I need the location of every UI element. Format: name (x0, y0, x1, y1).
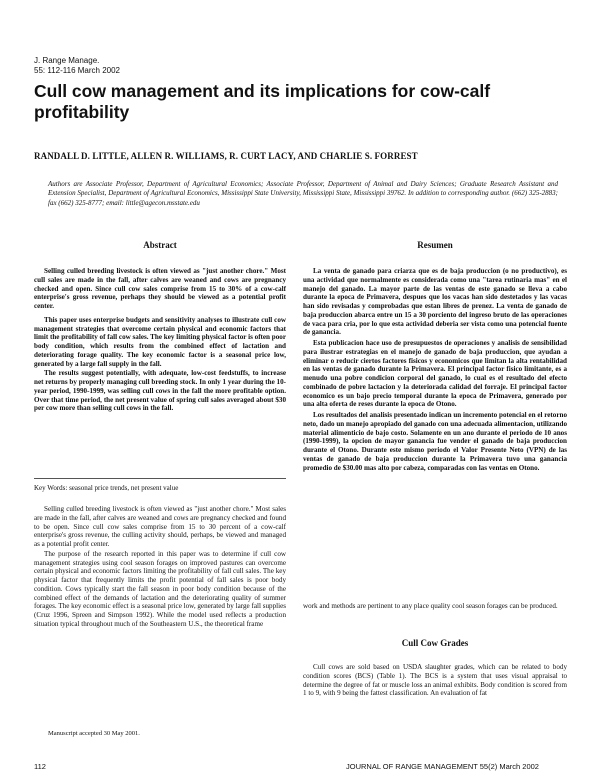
abstract-paragraph: This paper uses enterprise budgets and sensitivity analyses to illustrate cull cow management strategies that overcome certain physical and economic factors that limit the profitability of fall cow sales. The key limiting physical factor is often poor body condition, which results from the combined effect of lactation and deteriorating forage quality. The key economic factor is a seasonal price low, generated by a large fall supply in the fall. (34, 315, 286, 368)
abstract-heading: Abstract (143, 240, 177, 250)
intro-continuation (303, 602, 567, 611)
paper-title: Cull cow management and its implications for cow-calf profitability (34, 81, 491, 122)
resumen-paragraph: Esta publicacion hace uso de presupuestos de operaciones y analisis de sensibilidad para ilustrar estrategias en el manejo de ganado de baja produccion, que ayudan a eliminar o reducir ciertos factores fisicos y economicos que limitan la alta rentabilidad en las ventas de ganado durante la Primavera. El principal factor fisico limitante, es a menudo una pobre condicion corporal del ganado, lo cual es el resultado del efecto combinado de pobre lactacion y la deteriorada calidad del forraje. El principal factor economico es un bajo precio temporal durante la epoca de Primavera, generado por una alta oferta de reses durante la epoca de Otono. (303, 339, 567, 409)
keywords: Key Words: seasonal price trends, net present value (34, 484, 179, 492)
abstract-body (34, 267, 286, 413)
journal-volume: 55: 112-116 March 2002 (34, 66, 120, 75)
abstract-paragraph: The results suggest potentially, with adequate, low-cost feedstuffs, to increase net returns by properly managing cull breeding stock. In only 1 year during the 10-year period, 1990-1999, was selling cull cows in the fall the more profitable option. Over that time period, the net present value of spring cull sales averaged about $30 per cow more than selling cull cows in the fall. (34, 369, 286, 413)
footer-journal: JOURNAL OF RANGE MANAGEMENT 55(2) March 2002 (346, 762, 539, 771)
resumen-paragraph: Los resultados del analisis presentado indican un incremento potencial en el retorno neto, dado un manejo apropiado del ganado con una adecuada alimentacion, utilizando material alimenticio de bajo costo. Solamente en un ano durante el periodo de 10 anos (1990-1999), la opcion de mayor ganancia fue vender el ganado de baja produccion durante el Otono. Durante este mismo periodo el Valor Presente Neto (VPN) de las ventas de ganado de baja produccion durante la Primavera tuvo una ganancia promedio de $30.00 mas alto por cabeza, comparadas con las ventas en Otono. (303, 411, 567, 472)
intro-paragraph: Selling culled breeding livestock is often viewed as "just another chore." Most sales are made in the fall, after calves are weaned and cows are pregnancy checked and found to be open. Since cull cow sales comprise from 15 to 30 percent of a cow-calf enterprise's gross revenue, the culling activity should, perhaps, be viewed and managed as a potential profit center. (34, 505, 286, 548)
resumen-heading: Resumen (417, 240, 453, 250)
journal-name: J. Range Manage. (34, 56, 100, 65)
author-list: RANDALL D. LITTLE, ALLEN R. WILLIAMS, R. CURT LACY, AND CHARLIE S. FORREST (34, 151, 418, 161)
intro-body (34, 505, 286, 629)
cull-grades-paragraph: Cull cows are sold based on USDA slaughter grades, which can be related to body condition scores (BCS) (Table 1). The BCS is a system that uses visual appraisal to determine the degree of fat or muscle loss an animal exhibits. Body condition is scored from 1 to 9, with 9 being the fattest classification. An evaluation of fat (303, 663, 567, 698)
manuscript-received-note: Manuscript accepted 30 May 2001. (48, 730, 140, 737)
cull-cow-grades-body (303, 663, 567, 698)
abstract-paragraph: Selling culled breeding livestock is often viewed as "just another chore." Most cull sales are made in the fall, after calves are weaned and cows are pregnancy checked and open. Since cull cow sales comprise from 15 to 30% of a cow-calf enterprise's gross revenue, perhaps they should be viewed as a potential profit center. (34, 267, 286, 310)
intro-paragraph: The purpose of the research reported in this paper was to determine if cull cow management strategies using cool season forages on improved pastures can overcome certain physical and economic factors limiting the profitability of fall cull sales. The key physical factor that frequently limits the profit potential of fall sales is poor body condition. Cows typically start the fall season in poor body condition because of the combined effect of the demands of lactation and the deteriorating quality of summer forages. The key economic effect is a seasonal price low, generated by large fall supplies (Cruz 1996, Spreen and Simpson 1992). While the model used reflects a production situation typical throughout much of the Southeastern U.S., the theoretical frame (34, 549, 286, 628)
cull-cow-grades-heading: Cull Cow Grades (401, 638, 469, 648)
resumen-paragraph: La venta de ganado para criarza que es de baja produccion (o no productivo), es una actividad que normalmente es considerada como una "tarea rutinaria mas" en el manejo del ganado. La mayor parte de las ventas de este ganado se lleva a cabo durante la epoca de Primavera, despues que los vacas han sido destetados y las vacas han sido revisadas y comprobadas que estan libres de prenez. La venta de ganado de baja produccion abarca entre un 15 a 30 porciento del ingreso bruto de las operaciones de vaca para cria, por lo que esta actividad deberia ser vista como una potencial fuente de ganancia. (303, 267, 567, 337)
author-affiliation: Authors are Associate Professor, Department of Agricultural Economics; Associate Professor, Department of Animal and Dairy Sciences; Graduate Research Assistant and Extension Specialist, Department of Agricultural Economics, Mississippi State University, Mississippi State, Mississippi 39762. In addition to corresponding author. (662) 325-2883; fax (662) 325-8777; email: little@agecon.msstate.edu (48, 180, 558, 207)
section-divider (34, 478, 286, 479)
continuation-paragraph: work and methods are pertinent to any place quality cool season forages can be produced. (303, 602, 558, 610)
journal-citation (34, 56, 120, 76)
resumen-body (303, 267, 567, 472)
page-number: 112 (34, 762, 46, 771)
